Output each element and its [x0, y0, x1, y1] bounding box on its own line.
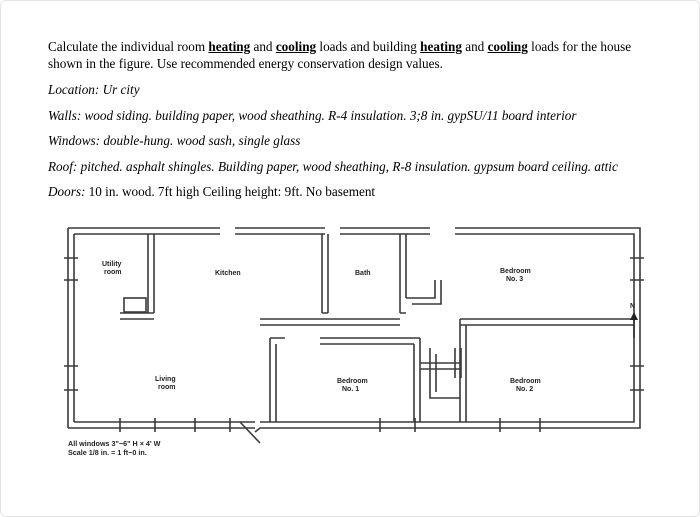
doors-label: Doors:	[48, 184, 86, 199]
problem-intro: Calculate the individual room	[48, 39, 206, 54]
left-windows	[64, 258, 78, 390]
scale-note: Scale 1/8 in. = 1 ft−0 in.	[68, 448, 147, 457]
kitchen-bath-wall	[322, 234, 328, 313]
utility-label-1: Utility	[102, 261, 122, 268]
conjunction-1: and	[253, 39, 273, 54]
heating-emphasis-1: heating	[208, 39, 251, 54]
spec-roof: Roof: pitched. asphalt shingles. Building paper, wood sheathing, R-8 insulation. gypsum board ceiling. attic	[48, 158, 618, 174]
hall-wall-top	[260, 319, 400, 325]
conjunction-2: and	[465, 39, 485, 54]
spec-windows: Windows: double-hung. wood sash, single glass	[48, 133, 301, 148]
north-label: N	[630, 303, 636, 310]
living-label-2: room	[158, 384, 176, 391]
walls	[64, 228, 644, 443]
spec-walls: Walls: wood siding. building paper, wood sheathing. R-4 insulation. 3;8 in. gypSU/11 board interior	[48, 107, 577, 123]
spec-location: Location: Ur city	[48, 82, 140, 97]
exterior-wall-inner	[74, 234, 634, 422]
utility-wall	[120, 234, 154, 319]
problem-tail: loads for the house shown in the figure. Use recommended energy conservation design values.	[48, 39, 632, 71]
right-windows	[630, 258, 644, 390]
living-right-wall	[270, 338, 285, 422]
heating-emphasis-2: heating	[420, 39, 462, 54]
bedroom2-label-1: Bedroom	[510, 378, 541, 385]
bottom-wall-left	[68, 422, 255, 428]
cooling-emphasis-1: cooling	[275, 39, 317, 54]
bottom-windows	[120, 418, 540, 432]
bedroom1-label-2: No. 1	[342, 386, 360, 393]
bath-right-wall	[400, 234, 441, 313]
bedroom3-label-1: Bedroom	[500, 268, 531, 275]
problem-statement	[48, 38, 668, 72]
problem-text-block	[48, 38, 668, 209]
kitchen-label: Kitchen	[215, 270, 241, 277]
doors-text: 10 in. wood. 7ft high Ceiling height: 9ft. No basement	[88, 184, 376, 199]
closet-block	[430, 348, 461, 398]
floor-plan-drawing	[60, 218, 650, 470]
front-door-swing	[240, 422, 260, 443]
living-label-1: Living	[155, 376, 176, 383]
utility-label-2: room	[104, 269, 122, 276]
cooling-emphasis-2: cooling	[487, 39, 528, 54]
utility-closet	[124, 298, 146, 312]
bedroom3-label-2: No. 3	[506, 276, 524, 283]
bedroom2-label-2: No. 2	[516, 386, 534, 393]
problem-mid: loads and building	[319, 39, 417, 54]
bath-label: Bath	[355, 270, 371, 277]
bedroom1-label-1: Bedroom	[337, 378, 368, 385]
windows-note: All windows 3"−6" H × 4' W	[68, 439, 161, 448]
floor-plan	[60, 218, 650, 470]
spec-doors	[48, 183, 668, 200]
bedroom2-3-wall	[460, 319, 634, 422]
